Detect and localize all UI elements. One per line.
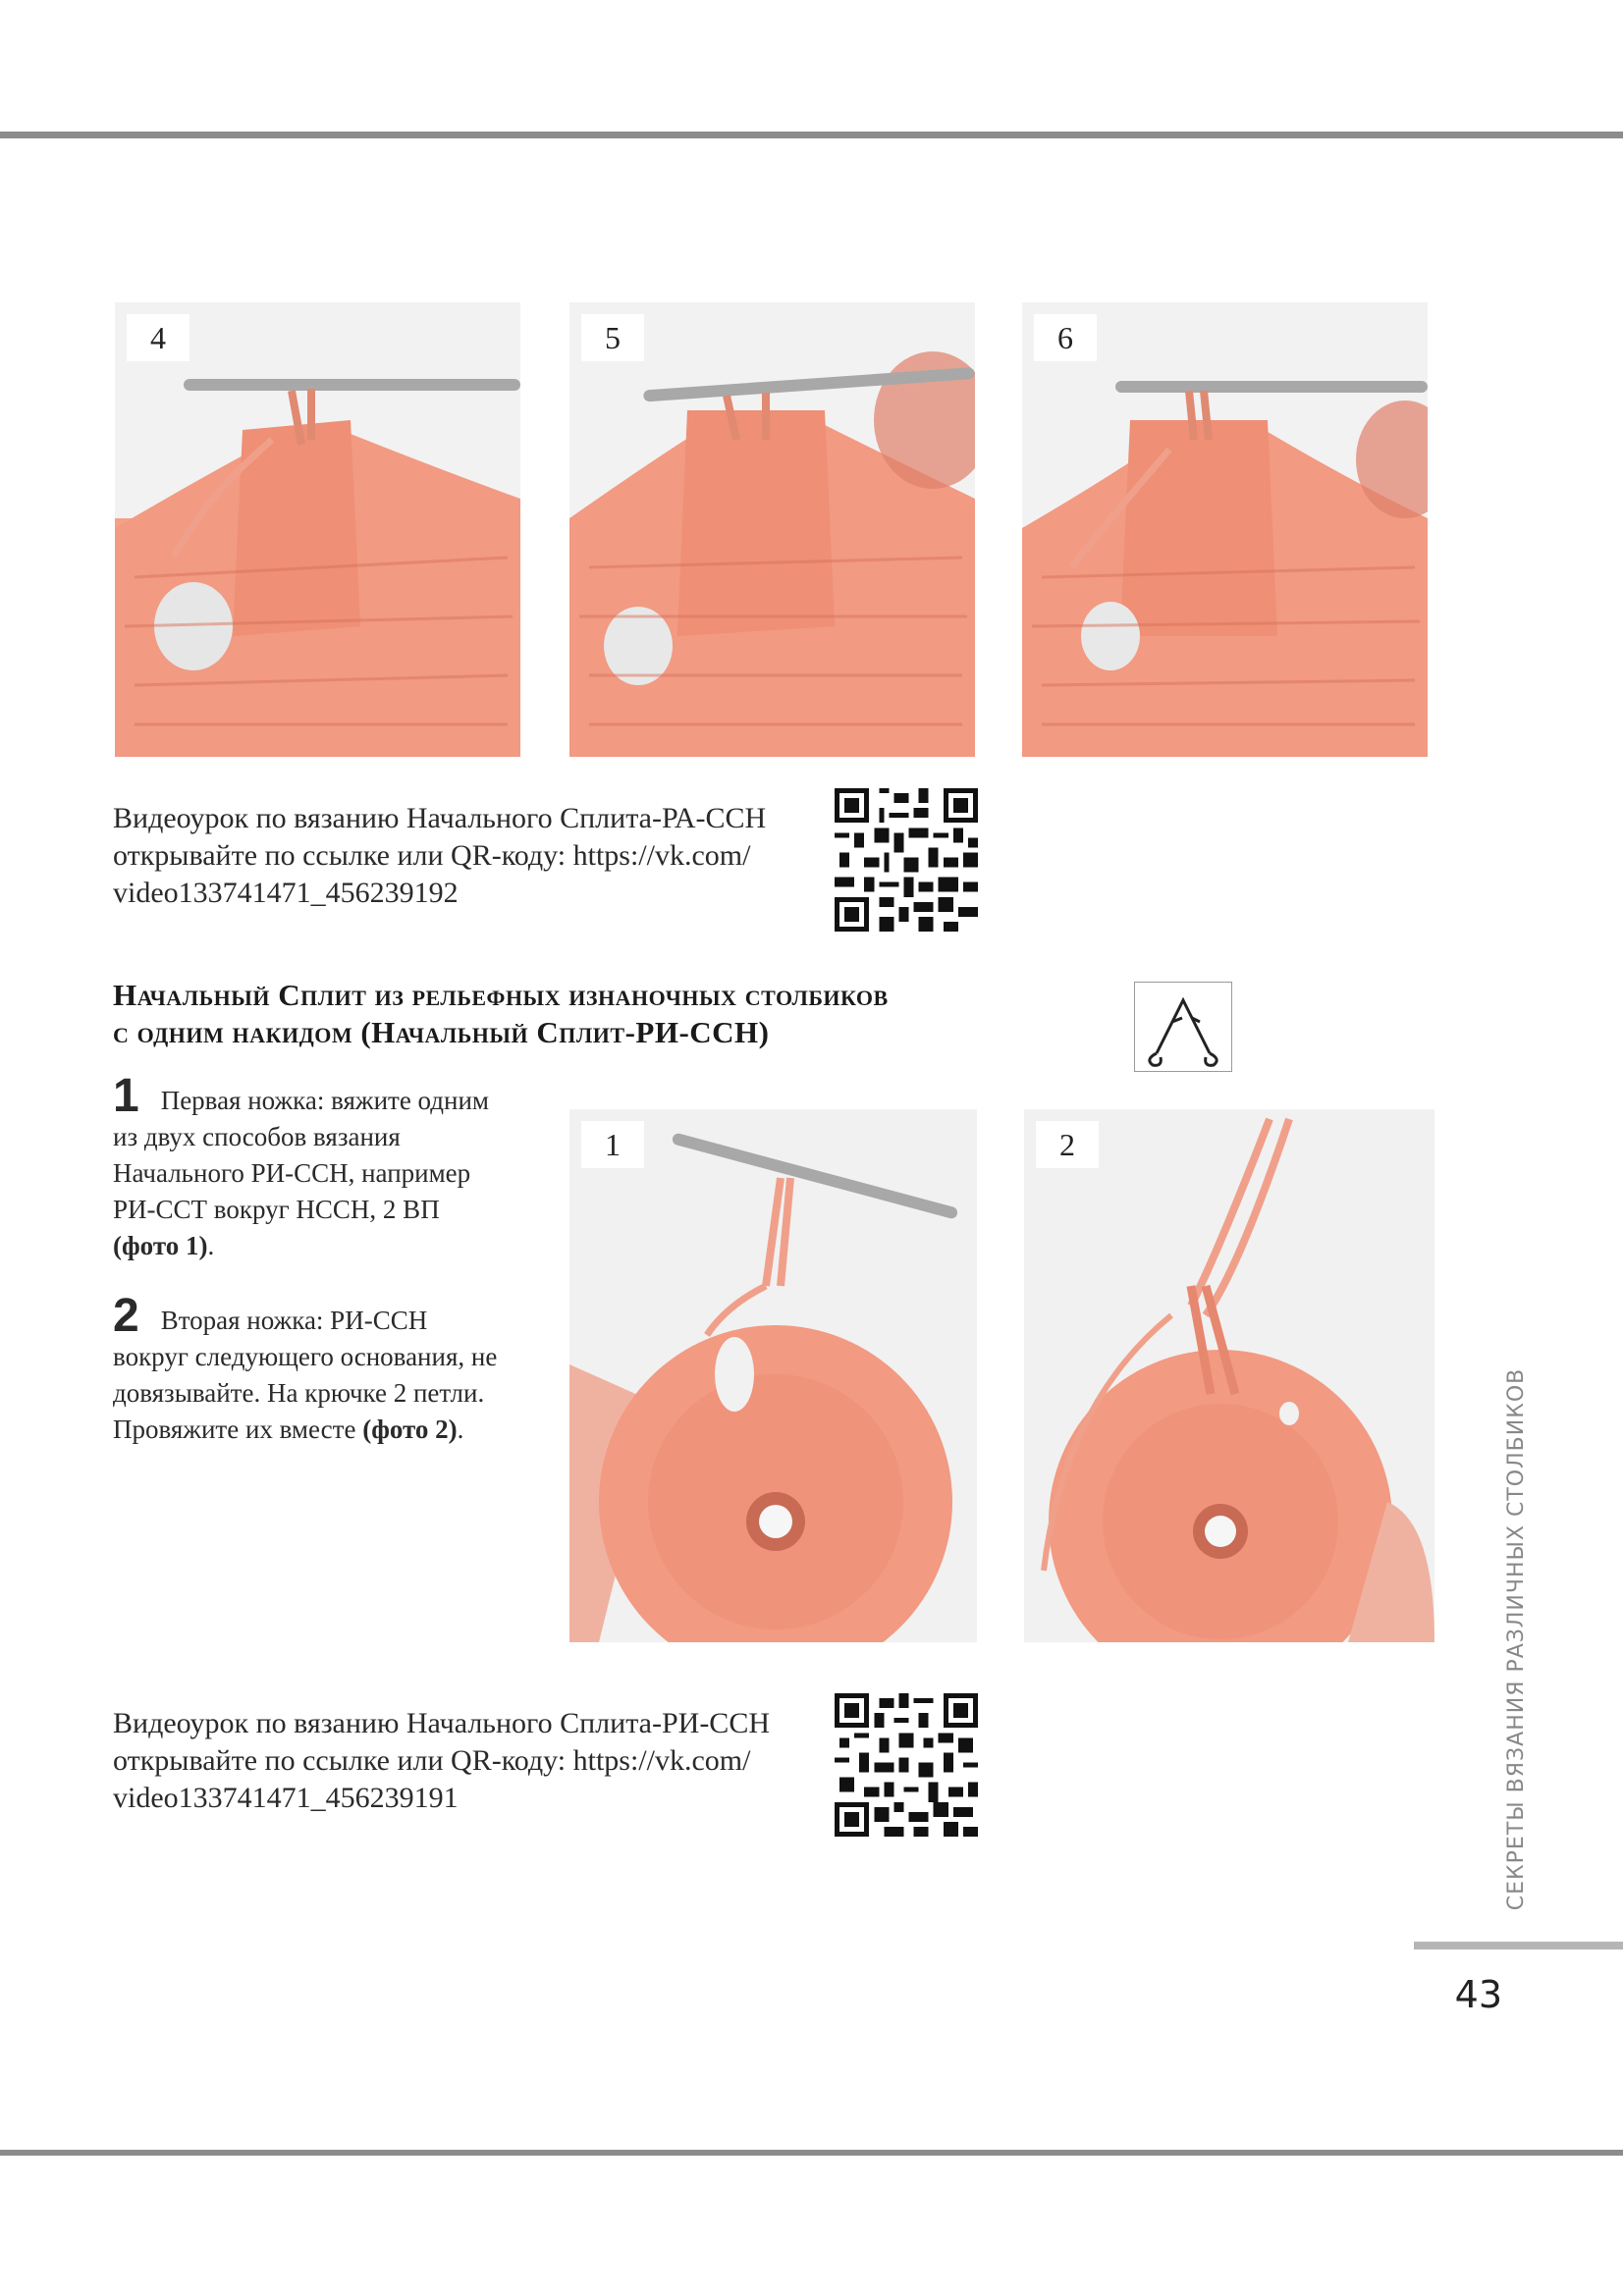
video-caption-1: Видеоурок по вязанию Начального Сплита-РА-ССН открывайте по ссылке или QR-коду: https://vk.com/ video133741471_456239192 bbox=[113, 802, 767, 909]
photo-number: 5 bbox=[581, 314, 644, 361]
step-text: Вторая ножка: РИ-ССН вокруг следующего основания, не довязывайте. На крючке 2 петли. Провяжите их вместе bbox=[113, 1306, 498, 1444]
qr-code-icon[interactable] bbox=[835, 788, 978, 932]
step-2 bbox=[113, 1290, 506, 1448]
photo-step-6 bbox=[1022, 302, 1428, 757]
step-photo-ref: (фото 1) bbox=[113, 1231, 208, 1260]
step-photo-ref: (фото 2) bbox=[362, 1415, 458, 1444]
photo-number: 4 bbox=[127, 314, 189, 361]
stitch-symbol-icon bbox=[1134, 982, 1232, 1072]
photo-number: 1 bbox=[581, 1121, 644, 1168]
step-tail: . bbox=[207, 1231, 215, 1260]
photo-step-4 bbox=[115, 302, 520, 757]
step-number: 2 bbox=[113, 1290, 139, 1342]
section-title: Начальный Сплит из рельефных изнаночных столбиков с одним накидом (Начальный Сплит-РИ-ССН) bbox=[113, 978, 889, 1049]
step-text: Первая ножка: вяжите одним из двух способов вязания Начального РИ-ССН, например РИ-ССТ вокруг НССН, 2 ВП bbox=[113, 1086, 489, 1224]
photo-step-2 bbox=[1024, 1109, 1434, 1642]
photo-number: 6 bbox=[1034, 314, 1097, 361]
chapter-side-label: СЕКРЕТЫ ВЯЗАНИЯ РАЗЛИЧНЫХ СТОЛБИКОВ bbox=[1504, 1367, 1529, 1911]
step-number: 1 bbox=[113, 1070, 139, 1122]
photo-step-5 bbox=[569, 302, 975, 757]
photo-number: 2 bbox=[1036, 1121, 1099, 1168]
step-1 bbox=[113, 1070, 506, 1264]
bottom-rule bbox=[0, 2150, 1623, 2156]
photo-step-1 bbox=[569, 1109, 977, 1642]
page-number: 43 bbox=[1454, 1973, 1502, 2016]
video-caption-2: Видеоурок по вязанию Начального Сплита-РИ-ССН открывайте по ссылке или QR-коду: https://vk.com/ video133741471_456239191 bbox=[113, 1707, 770, 1814]
step-tail: . bbox=[457, 1415, 464, 1444]
side-rule bbox=[1414, 1942, 1623, 1949]
top-rule bbox=[0, 132, 1623, 138]
qr-code-icon[interactable] bbox=[835, 1693, 978, 1837]
